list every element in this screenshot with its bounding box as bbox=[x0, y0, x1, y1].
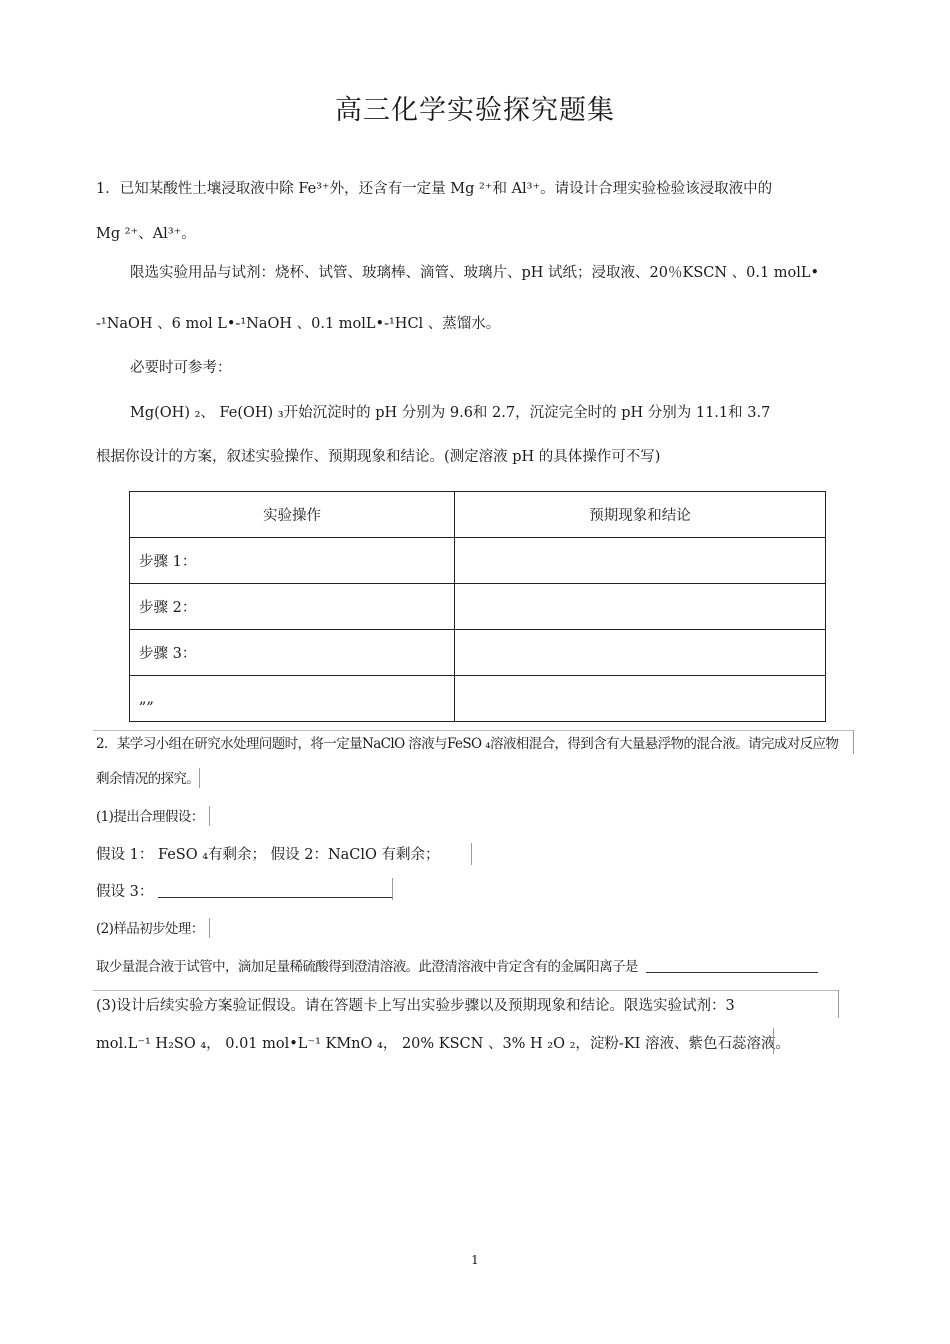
q2-hypotheses: 假设 1： FeSO ₄有剩余； 假设 2：NaClO 有剩余； bbox=[96, 847, 440, 863]
table-cell-step: 步骤 3： bbox=[130, 630, 455, 676]
table-cell-step: „„ bbox=[130, 676, 455, 722]
hypothesis-3-blank bbox=[158, 880, 392, 898]
q2-hypothesis-3 bbox=[96, 882, 153, 902]
q2-part2-heading: (2)样品初步处理： bbox=[96, 921, 204, 937]
q2-hypothesis-3-label: 假设 3： bbox=[96, 884, 154, 900]
table-header-row bbox=[130, 492, 826, 538]
table-cell-step: 步骤 1： bbox=[130, 538, 455, 584]
experiment-table bbox=[129, 491, 826, 722]
q1-reagents-line-2: -¹NaOH 、6 mol L•-¹NaOH 、0.1 molL•-¹HCl 、蒸馏水。 bbox=[96, 316, 501, 332]
table-header-operation: 实验操作 bbox=[130, 492, 455, 538]
q1-reference-label: 必要时可参考： bbox=[130, 360, 232, 376]
metal-cation-blank bbox=[646, 955, 818, 973]
table-cell-answer bbox=[455, 584, 826, 630]
q2-part1-heading: (1)提出合理假设： bbox=[96, 809, 204, 825]
q1-stem-line-1: 1．已知某酸性土壤浸取液中除 Fe³⁺外，还含有一定量 Mg ²⁺和 Al³⁺。请设计合理实验检验该浸取液中的 bbox=[96, 181, 773, 197]
table-header-result: 预期现象和结论 bbox=[455, 492, 826, 538]
table-cell-answer bbox=[455, 676, 826, 722]
table-row bbox=[130, 584, 826, 630]
q2-part3-line-1: (3)设计后续实验方案验证假设。请在答题卡上写出实验步骤以及预期现象和结论。限选实验试剂：3 bbox=[96, 998, 735, 1014]
q2-part2-text: 取少量混合液于试管中，滴加足量稀硫酸得到澄清溶液。此澄清溶液中肯定含有的金属阳离子是 bbox=[96, 959, 638, 975]
q2-stem-line-1: 2．某学习小组在研究水处理问题时，将一定量NaClO 溶液与FeSO ₄溶液相混合，得到含有大量悬浮物的混合液。请完成对反应物 bbox=[96, 736, 839, 752]
table-row bbox=[130, 630, 826, 676]
table-cell-answer bbox=[455, 538, 826, 584]
q2-part3-line-2: mol.L⁻¹ H₂SO ₄， 0.01 mol•L⁻¹ KMnO ₄， 20% KSCN 、3% H ₂O ₂，淀粉-KI 溶液、紫色石蕊溶液。 bbox=[96, 1036, 790, 1052]
q1-instruction: 根据你设计的方案，叙述实验操作、预期现象和结论。(测定溶液 pH 的具体操作可不写) bbox=[96, 449, 661, 465]
q2-stem-line-2: 剩余情况的探究。 bbox=[96, 771, 200, 787]
table-row bbox=[130, 538, 826, 584]
page-number: 1 bbox=[471, 1253, 479, 1267]
table-cell-answer bbox=[455, 630, 826, 676]
q1-reference-ph: Mg(OH) ₂、 Fe(OH) ₃开始沉淀时的 pH 分别为 9.6和 2.7，沉淀完全时的 pH 分别为 11.1和 3.7 bbox=[130, 405, 771, 421]
table-cell-step: 步骤 2： bbox=[130, 584, 455, 630]
q1-reagents-line-1: 限选实验用品与试剂：烧杯、试管、玻璃棒、滴管、玻璃片、pH 试纸；浸取液、20％KSCN 、0.1 molL• bbox=[130, 265, 820, 281]
table-row bbox=[130, 676, 826, 722]
page-title: 高三化学实验探究题集 bbox=[335, 95, 615, 126]
q1-stem-line-2: Mg ²⁺、Al³⁺。 bbox=[96, 226, 196, 242]
